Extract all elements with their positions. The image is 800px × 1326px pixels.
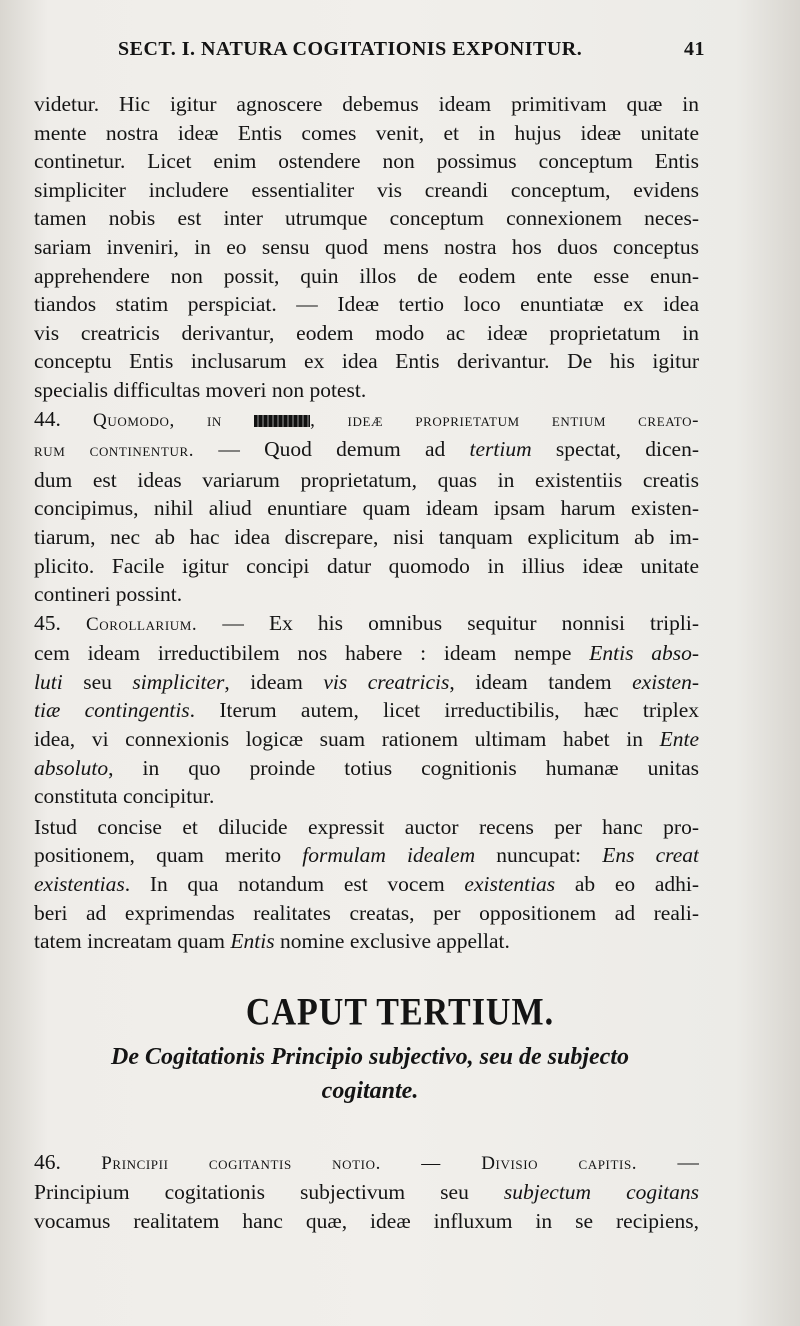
ink-blot-icon [254, 415, 310, 427]
section-number-45: 45. [34, 610, 61, 635]
text-line: tiarum, nec ab hac idea discrepare, nisi tanquam explicitum ab im- [34, 524, 699, 549]
italic-run: Ens creat [602, 843, 699, 868]
text-run: vocamus realitatem hanc quæ, ideæ influxum in se recipiens, [34, 1209, 699, 1233]
italic-run: subjectum cogitans [503, 1180, 699, 1204]
text-run: positionem, quam merito [34, 843, 303, 868]
text-line: contineri possint. [34, 582, 183, 607]
italic-run: formulam idealem [302, 843, 476, 868]
chapter-subtitle-line-1: De Cogitationis Principio subjectivo, seu de subjecto [111, 1044, 629, 1070]
italic-run: Entis abso- [589, 641, 699, 666]
italic-run: Entis [230, 929, 275, 954]
main-text [34, 90, 699, 956]
section-44-heading-b: , ideæ proprietatum entium creato- [310, 409, 699, 431]
italic-run: existentias [464, 872, 556, 897]
section-44-heading-c: rum continentur. [34, 440, 195, 462]
section-number-44: 44. [34, 406, 61, 431]
text-run: seu [62, 669, 133, 694]
text-run: ab eo adhi- [555, 872, 699, 897]
italic-run: Ente [659, 727, 699, 752]
text-run: beri ad exprimendas realitates creatas, per oppositionem ad reali- [34, 900, 699, 925]
text-run: idea, vi connexionis logicæ suam rationem ultimam habet in [34, 727, 660, 752]
text-line: sariam inveniri, in eo sensu quod mens nostra hos duos conceptus [34, 234, 699, 259]
italic-run: tiæ contingentis [34, 698, 190, 723]
running-header [118, 38, 705, 61]
section-46-heading: Principii cogitantis notio. — Divisio capitis. [101, 1153, 638, 1174]
text-line: dum est ideas variarum proprietatum, quas in existentiis creatis [34, 467, 699, 492]
section-44-heading-a: Quomodo, in [93, 409, 222, 431]
text-run: — [637, 1150, 699, 1174]
chapter-subtitle [40, 1040, 700, 1108]
italic-run: luti [34, 669, 63, 694]
text-run: , in quo proinde totius cognitionis humanæ unitas [108, 755, 699, 780]
text-line: tamen nobis est inter utrumque conceptum connexionem neces- [34, 206, 699, 231]
text-line: simpliciter includere essentialiter vis creandi conceptum, evidens [34, 177, 699, 202]
text-line: mente nostra ideæ Entis comes venit, et in hujus ideæ unitate [34, 120, 699, 145]
text-run: Principium cogitationis subjectivum seu [34, 1180, 504, 1204]
italic-run: simpliciter [132, 669, 225, 694]
text-run: . In qua notandum est vocem [124, 872, 465, 897]
chapter-subtitle-line-2: cogitante. [321, 1078, 419, 1104]
italic-run: vis creatricis [323, 669, 450, 694]
text-run: tatem increatam quam [34, 929, 231, 954]
italic-run: tertium [469, 437, 532, 462]
chapter-title: CAPUT TERTIUM. [245, 991, 555, 1034]
text-line: conceptu Entis inclusarum ex idea Entis derivantur. De his igitur [34, 349, 699, 374]
text-run: , ideam [224, 669, 324, 694]
section-45-heading: Corollarium. [85, 613, 198, 635]
italic-run: existen- [632, 669, 699, 694]
text-line: apprehendere non possit, quin illos de eodem ente esse enun- [34, 263, 699, 288]
section-number-46: 46. [34, 1150, 61, 1174]
text-run: spectat, dicen- [531, 437, 699, 462]
text-line: continetur. Licet enim ostendere non possimus conceptum Entis [34, 149, 699, 174]
italic-run: absoluto [34, 755, 109, 780]
text-line: specialis difficultas moveri non potest. [34, 377, 367, 402]
running-title: SECT. I. NATURA COGITATIONIS EXPONITUR. [118, 38, 583, 60]
text-run: . Iterum autem, licet irreductibilis, hæc triplex [189, 698, 699, 723]
text-run: — Ex his omnibus sequitur nonnisi tripli- [197, 610, 699, 635]
text-run: cem ideam irreductibilem nos habere : ideam nempe [34, 641, 590, 666]
text-line: concipimus, nihil aliud enuntiare quam ideam ipsam harum existen- [34, 496, 699, 521]
italic-run: existentias [34, 872, 125, 897]
text-run: , ideam tandem [449, 669, 633, 694]
paragraph-45 [34, 609, 699, 811]
paragraph-44 [34, 405, 699, 609]
text-line: vis creatricis derivantur, eodem modo ac ideæ proprietatum in [34, 320, 699, 345]
page-number: 41 [684, 38, 705, 60]
paragraph-45-continuation [34, 813, 699, 956]
text-run: nuncupat: [475, 843, 603, 868]
text-line: tiandos statim perspiciat. — Ideæ tertio loco enuntiatæ ex idea [34, 292, 699, 317]
text-run: constituta concipitur. [34, 784, 215, 809]
paragraph-46 [34, 1148, 699, 1236]
paragraph-43-continuation [34, 90, 699, 405]
text-run: nomine exclusive appellat. [274, 929, 510, 954]
text-run: Istud concise et dilucide expressit auctor recens per hanc pro- [34, 814, 699, 839]
text-run: — Quod demum ad [194, 437, 470, 462]
text-line: plicito. Facile igitur concipi datur quomodo in illius ideæ unitate [34, 553, 699, 578]
text-line: videtur. Hic igitur agnoscere debemus ideam primitivam quæ in [34, 92, 699, 116]
